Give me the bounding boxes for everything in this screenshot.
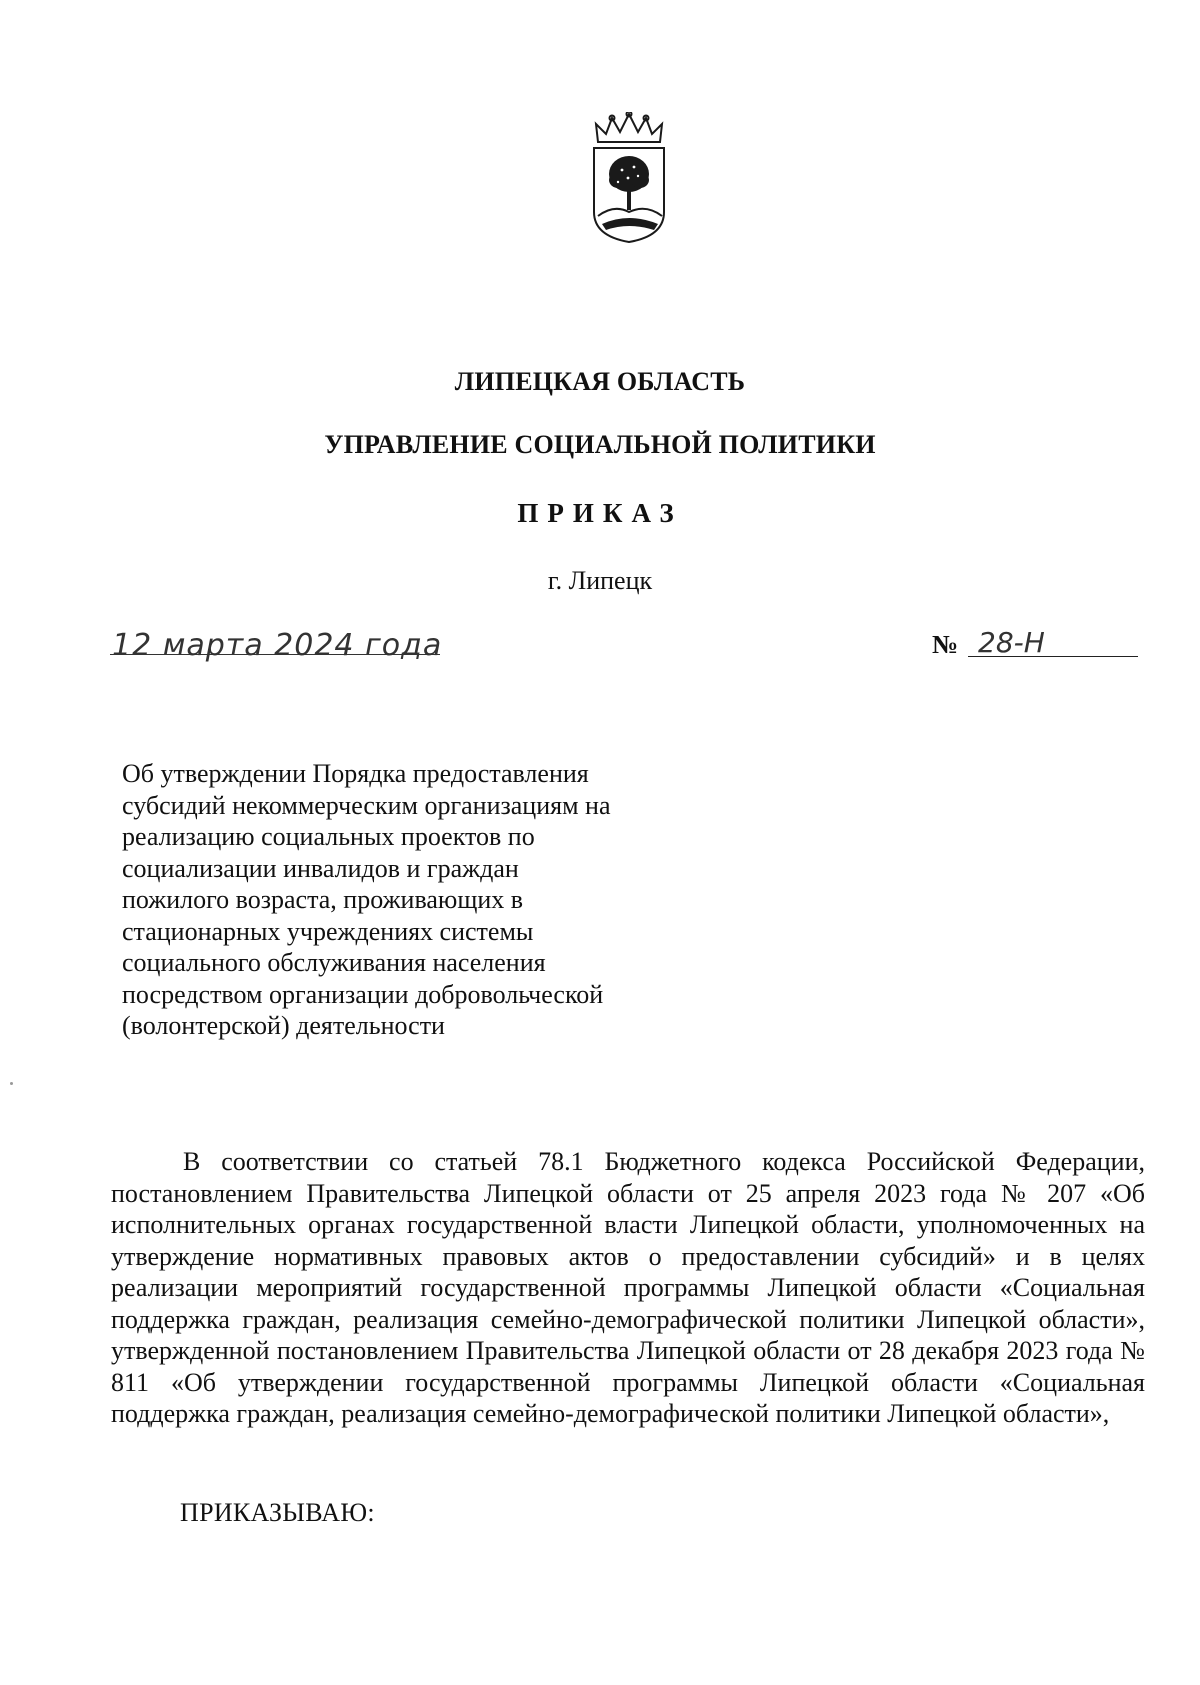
order-directive: ПРИКАЗЫВАЮ: (180, 1498, 375, 1527)
date-underline (110, 654, 440, 655)
region-title: ЛИПЕЦКАЯ ОБЛАСТЬ (454, 367, 746, 396)
subject-line: Об утверждении Порядка предоставления (122, 759, 589, 788)
subject-line: стационарных учреждениях системы (122, 916, 534, 946)
handwritten-number: 28-Н (978, 626, 1045, 659)
subject-line: пожилого возраста, проживающих в (122, 885, 524, 914)
subject-line: реализацию социальных проектов по (122, 822, 535, 851)
city-label: г. Липецк (547, 566, 653, 595)
handwritten-date: 12 марта 2024 года (112, 628, 443, 663)
subject-line: субсидий некоммерческим организациям на (122, 790, 611, 820)
subject-line: социализации инвалидов и граждан (122, 853, 519, 883)
subject-heading (122, 758, 682, 1042)
subject-line: (волонтерской) деятельности (122, 1011, 445, 1040)
department-title: УПРАВЛЕНИЕ СОЦИАЛЬНОЙ ПОЛИТИКИ (324, 430, 876, 459)
number-underline (968, 656, 1138, 657)
document-type-title: ПРИКАЗ (517, 498, 683, 528)
preamble-paragraph: В соответствии со статьей 78.1 Бюджетного кодекса Российской Федерации, постановлением Правительства Липецкой области от 25 апреля 2023 года № 207 «Об исполнительных органах государственной власти Липецкой области, уполномоченных на утверждение нормативных правовых актов о предоставлении субсидий» и в целях реализации мероприятий государственной программы Липецкой области «Социальная поддержка граждан, реализация семейно-демографической политики Липецкой области», утвержденной постановлением Правительства Липецкой области от 28 декабря 2023 года № 811 «Об утверждении государственной программы Липецкой области «Социальная поддержка граждан, реализация семейно-демографической политики Липецкой области», (111, 1147, 1145, 1428)
subject-line: посредством организации добровольческой (122, 979, 604, 1009)
subject-line: социального обслуживания населения (122, 948, 546, 977)
scan-speck (10, 1082, 13, 1085)
number-label: № (932, 630, 959, 659)
lipetsk-coat-of-arms-icon (588, 112, 670, 244)
